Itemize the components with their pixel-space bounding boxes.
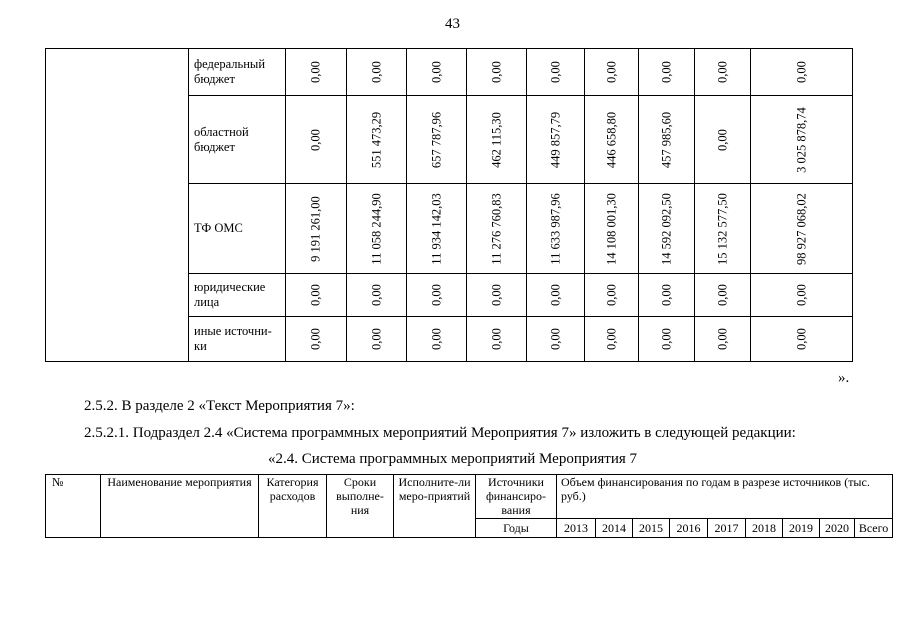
value-cell: 0,00 bbox=[715, 328, 729, 350]
value-cell: 0,00 bbox=[308, 284, 323, 306]
funding-table bbox=[45, 48, 853, 362]
header-expense-category: Категория расходов bbox=[259, 475, 327, 538]
value-cell: 98 927 068,02 bbox=[794, 192, 808, 265]
year-cell: 2014 bbox=[596, 519, 633, 538]
subsection-heading: «2.4. Система программных мероприятий Мероприятия 7 bbox=[267, 451, 638, 467]
value-cell: 0,00 bbox=[429, 61, 443, 83]
value-cell: 0,00 bbox=[369, 61, 383, 83]
source-cell: иные источни-ки bbox=[189, 317, 286, 362]
value-cell: 657 787,96 bbox=[429, 111, 443, 168]
program-measures-table bbox=[45, 474, 893, 538]
source-cell: федеральный бюджет bbox=[189, 49, 286, 96]
value-cell: 449 857,79 bbox=[548, 111, 562, 168]
closing-quote-mark: ». bbox=[838, 370, 850, 386]
value-cell: 0,00 bbox=[715, 128, 729, 151]
value-cell: 0,00 bbox=[715, 61, 729, 83]
header-terms: Сроки выполне-ния bbox=[327, 475, 394, 538]
header-years-label: Годы bbox=[476, 519, 557, 538]
header-number: № bbox=[46, 475, 101, 538]
value-cell: 3 025 878,74 bbox=[794, 106, 808, 173]
merged-empty-cell bbox=[46, 49, 189, 362]
year-cell: 2020 bbox=[820, 519, 855, 538]
value-cell: 0,00 bbox=[604, 61, 618, 83]
value-cell: 0,00 bbox=[429, 284, 443, 306]
header-funding-volume: Объем финансирования по годам в разрезе источников (тыс. руб.) bbox=[557, 475, 893, 519]
value-cell: 0,00 bbox=[659, 284, 673, 306]
value-cell: 0,00 bbox=[489, 284, 503, 306]
value-cell: 0,00 bbox=[715, 284, 729, 306]
value-cell: 0,00 bbox=[604, 328, 618, 350]
value-cell: 462 115,30 bbox=[489, 111, 503, 168]
value-cell: 11 934 142,03 bbox=[429, 192, 443, 265]
value-cell: 0,00 bbox=[659, 61, 673, 83]
value-cell: 0,00 bbox=[489, 328, 503, 350]
year-cell: 2016 bbox=[670, 519, 708, 538]
source-cell: ТФ ОМС bbox=[189, 184, 286, 274]
page-number: 43 bbox=[445, 16, 460, 32]
year-cell: 2019 bbox=[783, 519, 820, 538]
value-cell: 0,00 bbox=[794, 61, 808, 83]
value-cell: 446 658,80 bbox=[604, 111, 618, 168]
year-cell: 2018 bbox=[746, 519, 783, 538]
year-cell: 2013 bbox=[557, 519, 596, 538]
funding-row bbox=[46, 49, 853, 96]
value-cell: 0,00 bbox=[308, 128, 323, 151]
value-cell: 14 592 092,50 bbox=[659, 192, 673, 265]
value-cell: 0,00 bbox=[794, 284, 808, 306]
value-cell: 9 191 261,00 bbox=[308, 195, 323, 262]
header-measure-name: Наименование мероприятия bbox=[101, 475, 259, 538]
value-cell: 0,00 bbox=[308, 328, 323, 350]
paragraph-section-2-5-2: 2.5.2. В разделе 2 «Текст Мероприятия 7»: bbox=[84, 398, 355, 414]
value-cell: 11 276 760,83 bbox=[489, 192, 503, 265]
value-cell: 15 132 577,50 bbox=[715, 192, 729, 265]
paragraph-section-2-5-2-1: 2.5.2.1. Подраздел 2.4 «Система программных мероприятий Мероприятия 7» изложить в следующей редакции: bbox=[84, 425, 796, 441]
value-cell: 0,00 bbox=[369, 328, 383, 350]
value-cell: 11 633 987,96 bbox=[548, 192, 562, 265]
header-executors: Исполните-ли меро-приятий bbox=[394, 475, 476, 538]
source-cell: юридические лица bbox=[189, 274, 286, 317]
value-cell: 0,00 bbox=[489, 61, 503, 83]
value-cell: 0,00 bbox=[308, 61, 323, 83]
value-cell: 0,00 bbox=[548, 61, 562, 83]
value-cell: 0,00 bbox=[659, 328, 673, 350]
year-cell-total: Всего bbox=[855, 519, 893, 538]
header-funding-sources: Источники финансиро-вания bbox=[476, 475, 557, 519]
value-cell: 551 473,29 bbox=[369, 111, 383, 168]
value-cell: 11 058 244,90 bbox=[369, 192, 383, 265]
value-cell: 0,00 bbox=[604, 284, 618, 306]
value-cell: 457 985,60 bbox=[659, 111, 673, 168]
value-cell: 0,00 bbox=[548, 328, 562, 350]
value-cell: 0,00 bbox=[794, 328, 808, 350]
value-cell: 0,00 bbox=[369, 284, 383, 306]
value-cell: 14 108 001,30 bbox=[604, 192, 618, 265]
year-cell: 2017 bbox=[708, 519, 746, 538]
value-cell: 0,00 bbox=[429, 328, 443, 350]
year-cell: 2015 bbox=[633, 519, 670, 538]
value-cell: 0,00 bbox=[548, 284, 562, 306]
source-cell: областной бюджет bbox=[189, 96, 286, 184]
